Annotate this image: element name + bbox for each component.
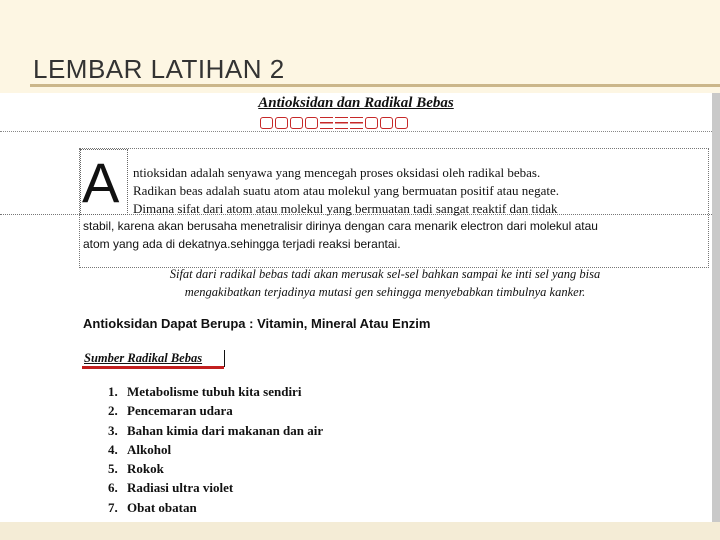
paragraph-line: Dimana sifat dari atom atau molekul yang bermuatan tadi sangat reaktif dan tidak: [133, 201, 558, 216]
missing-glyph-icons: [260, 117, 408, 131]
list-item: 1. Metabolisme tubuh kita sendiri: [108, 384, 302, 399]
document-screenshot: [0, 93, 712, 533]
bold-statement: Antioksidan Dapat Berupa : Vitamin, Mineral Atau Enzim: [83, 316, 431, 331]
red-underline: [82, 366, 224, 369]
paragraph-intro: [133, 164, 613, 218]
missing-glyph-icon: [365, 117, 378, 129]
slide-title: LEMBAR LATIHAN 2: [33, 54, 285, 84]
list-item: 5. Rokok: [108, 461, 164, 477]
document-scrollbar[interactable]: [712, 93, 720, 523]
section-divider: [0, 131, 712, 132]
sources-list: [108, 382, 323, 517]
list-item: 6. Radiasi ultra violet: [108, 480, 234, 496]
missing-glyph-icon: [320, 117, 333, 129]
paragraph-line: stabil, karena akan berusaha menetralisir dirinya dengan cara menarik electron dari molekul atau: [83, 219, 598, 233]
list-item: 4. Alkohol: [108, 441, 172, 457]
paragraph-intro-continued: [83, 217, 643, 253]
paragraph-line: ntioksidan adalah senyawa yang mencegah proses oksidasi oleh radikal bebas.: [133, 165, 541, 180]
quote-line: mengakibatkan terjadinya mutasi gen sehingga menyebabkan timbulnya kanker.: [184, 285, 586, 299]
missing-glyph-icon: [335, 117, 348, 129]
sources-heading: Sumber Radikal Bebas: [84, 351, 203, 365]
dropcap-letter: A: [82, 151, 120, 214]
missing-glyph-icon: [395, 117, 408, 129]
list-item: 3. Bahan kimia dari makanan dan air: [108, 422, 324, 438]
bottom-band: [0, 522, 720, 540]
missing-glyph-icon: [350, 117, 363, 129]
document-heading: Antioksidan dan Radikal Bebas: [258, 95, 454, 111]
paragraph-line: atom yang ada di dekatnya.sehingga terjadi reaksi berantai.: [83, 237, 401, 251]
missing-glyph-icon: [275, 117, 288, 129]
missing-glyph-icon: [290, 117, 303, 129]
missing-glyph-icon: [305, 117, 318, 129]
italic-quote: [120, 265, 650, 301]
text-cursor: [224, 350, 225, 367]
missing-glyph-icon: [260, 117, 273, 129]
list-item: 7. Obat obatan: [108, 499, 197, 515]
title-divider: [30, 84, 720, 87]
paragraph-line: Radikan beas adalah suatu atom atau molekul yang bermuatan positif atau negate.: [133, 183, 559, 198]
missing-glyph-icon: [380, 117, 393, 129]
list-item: 2. Pencemaran udara: [108, 403, 233, 419]
quote-line: Sifat dari radikal bebas tadi akan merusak sel-sel bahkan sampai ke inti sel yang bisa: [169, 267, 601, 281]
